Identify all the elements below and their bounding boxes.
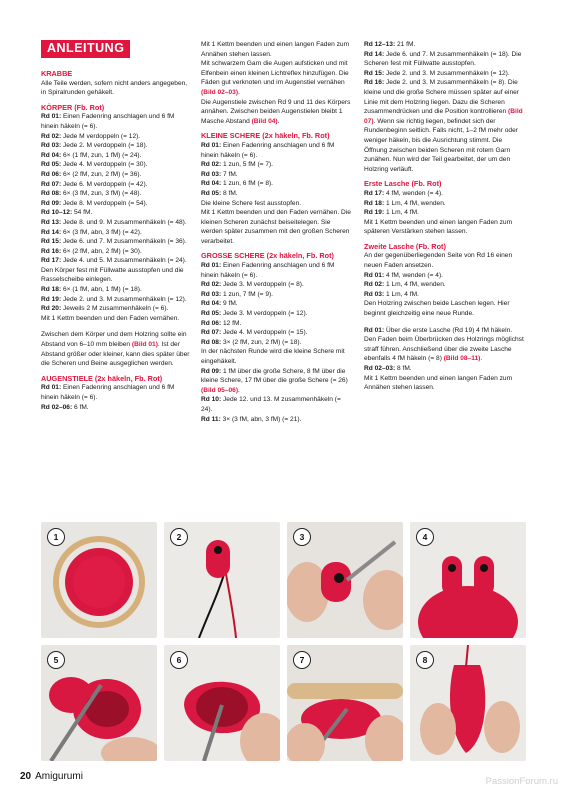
- instruction-text: In der nächsten Runde wird die kleine Schere mit eingehäkelt.: [201, 348, 345, 365]
- instruction-text: Einen Fadenring anschlagen und 6 fM hinein häkeln (= 6).: [201, 262, 335, 279]
- round-instruction: [41, 383, 191, 402]
- instruction-text: .: [238, 386, 240, 394]
- round-label: Rd 04:: [201, 180, 222, 188]
- photo-number: 3: [293, 528, 311, 546]
- round-label: Rd 01:: [364, 326, 385, 334]
- instruction-text: 7 fM.: [221, 170, 238, 178]
- round-instruction: [201, 170, 351, 180]
- instruction-text: .: [277, 117, 280, 125]
- round-label: Rd 09:: [201, 367, 222, 375]
- instruction-text: 3× (2 fM, zun, 2 fM) (= 18).: [221, 338, 302, 346]
- round-instruction: [41, 170, 191, 180]
- instruction-text: Mit 1 Kettm beenden und einen langen Faden zum Annähen stehen lassen.: [201, 41, 350, 58]
- round-instruction: [201, 299, 351, 309]
- round-label: Rd 03:: [201, 170, 222, 178]
- round-instruction: [201, 319, 351, 329]
- round-label: Rd 08:: [41, 190, 62, 198]
- image-reference: (Bild 02–03): [201, 88, 239, 96]
- round-instruction: [201, 160, 351, 170]
- paragraph: [201, 98, 351, 127]
- paragraph: [201, 347, 351, 366]
- round-label: Rd 20:: [41, 305, 62, 313]
- round-label: Rd 10:: [201, 396, 222, 404]
- instruction-text: 8 fM.: [221, 189, 238, 197]
- column-2: [201, 40, 351, 424]
- instruction-text: 6× (2 fM, zun, 2 fM) (= 36).: [61, 170, 142, 178]
- round-instruction: [364, 290, 524, 300]
- round-instruction: [41, 295, 191, 305]
- round-label: Rd 10–12:: [41, 209, 73, 217]
- image-reference: (Bild 04): [251, 117, 278, 125]
- round-label: Rd 01:: [201, 262, 222, 270]
- photo-4: [410, 522, 526, 638]
- image-reference: (Bild 05–06): [201, 386, 239, 394]
- round-label: Rd 13:: [41, 218, 62, 226]
- instruction-text: Einen Fadenring anschlagen und 6 fM hinein häkeln (= 6).: [201, 141, 335, 159]
- round-instruction: [201, 141, 351, 160]
- subheading: Erste Lasche (Fb. Rot): [364, 179, 442, 189]
- subheading: AUGENSTIELE (2x häkeln, Fb. Rot): [41, 373, 163, 383]
- round-instruction: [41, 256, 191, 285]
- page-footer: [20, 771, 83, 782]
- round-label: Rd 14:: [364, 50, 385, 58]
- paragraph: [364, 299, 524, 318]
- instruction-text: Über die erste Lasche (Rd 19) 4 fM häkeln. Den Faden beim Überbrücken des Holzrings möglichst straff führen. Anschließend über die zweite Lasche ebenfalls 4 fM häkeln (= 8): [364, 326, 524, 363]
- instruction-text: 4 fM, wenden (= 4).: [384, 271, 443, 279]
- round-instruction: [201, 179, 351, 189]
- column-1: [41, 40, 191, 412]
- subheading: GROSSE SCHERE (2x häkeln, Fb. Rot): [201, 251, 334, 261]
- round-instruction: [364, 199, 524, 209]
- round-instruction: [364, 69, 524, 79]
- round-instruction: [41, 141, 191, 151]
- instruction-text: 1 Lm, 4 fM, wenden.: [384, 281, 446, 289]
- round-instruction: [41, 208, 191, 218]
- round-label: Rd 01:: [201, 141, 222, 149]
- instruction-text: Jede 4. M verdoppeln (= 30).: [61, 161, 148, 169]
- paragraph: [364, 251, 524, 270]
- round-label: Rd 01:: [41, 384, 62, 392]
- instruction-text: Jede 4. M verdoppeln (= 15).: [221, 329, 308, 337]
- instruction-text: Jede 4. und 5. M zusammenhäkeln (= 24). Den Körper fest mit Füllwatte ausstopfen und die Rasselscheibe einlegen.: [41, 257, 187, 284]
- instruction-text: 12 fM.: [221, 319, 242, 327]
- instruction-text: Mit 1 Kettm beenden und den Faden vernähen. Die kleinen Scheren zunächst beiseitelegen. Sie werden später zusammen mit den großen Scheren verarbeitet.: [201, 209, 351, 245]
- round-label: Rd 02–03:: [364, 365, 396, 372]
- instruction-text: 1 Lm, 4 fM.: [384, 209, 419, 217]
- round-label: Rd 04:: [201, 300, 222, 308]
- photo-2: [164, 522, 280, 638]
- photo-5: [41, 645, 157, 761]
- photo-number: 1: [47, 528, 65, 546]
- round-instruction: [41, 228, 191, 238]
- round-instruction: [41, 132, 191, 142]
- photo-3: [287, 522, 403, 638]
- round-instruction: [201, 309, 351, 319]
- instruction-text: Jede 2. und 3. M zusammenhäkeln (= 12).: [61, 295, 187, 303]
- instruction-text: Die Augenstiele zwischen Rd 9 und 11 des Körpers annähen. Zwischen beiden Augenstielen bleibt 1 Masche Abstand: [201, 98, 351, 125]
- instruction-text: Jede 2. M verdoppeln (= 18).: [61, 142, 148, 150]
- instruction-text: Einen Fadenring anschlagen und 6 fM hinein häkeln (= 6).: [41, 384, 175, 401]
- subheading: KÖRPER (Fb. Rot): [41, 102, 105, 112]
- round-instruction: [41, 180, 191, 190]
- instruction-text: .: [480, 355, 483, 363]
- photo-1: [41, 522, 157, 638]
- photo-6: [164, 645, 280, 761]
- instruction-text: 21 fM.: [395, 41, 416, 48]
- round-label: Rd 17:: [364, 189, 385, 197]
- image-reference: (Bild 07): [364, 108, 523, 125]
- round-instruction: [364, 364, 524, 374]
- round-instruction: [364, 271, 524, 281]
- round-label: Rd 02–06:: [41, 403, 73, 411]
- round-instruction: [41, 285, 191, 295]
- round-instruction: [201, 415, 351, 425]
- round-instruction: [41, 403, 191, 413]
- round-label: Rd 18:: [364, 199, 385, 207]
- instruction-text: .: [238, 88, 240, 96]
- round-label: Rd 02:: [201, 161, 222, 169]
- round-instruction: [201, 280, 351, 290]
- instruction-text: 6× (2 fM, abn, 2 fM) (= 30).: [61, 247, 142, 255]
- round-instruction: [41, 112, 191, 131]
- spacer: [41, 323, 191, 330]
- round-instruction: [41, 199, 191, 209]
- round-instruction: [201, 290, 351, 300]
- photo-number: 5: [47, 651, 65, 669]
- subheading: KLEINE SCHERE (2x häkeln, Fb. Rot): [201, 131, 330, 141]
- round-instruction: [41, 151, 191, 161]
- round-label: Rd 16:: [364, 79, 385, 87]
- round-instruction: [201, 367, 351, 396]
- round-label: Rd 19:: [41, 295, 62, 303]
- round-instruction: [364, 50, 524, 69]
- instruction-text: Einen Fadenring anschlagen und 6 fM hinein häkeln (= 6).: [41, 113, 175, 130]
- round-label: Rd 02:: [41, 132, 62, 140]
- instruction-text: 1 zun, 5 fM (= 7).: [221, 161, 274, 169]
- round-label: Rd 17:: [41, 257, 62, 265]
- paragraph: [201, 208, 351, 246]
- instruction-text: An der gegenüberliegenden Seite von Rd 16 einen neuen Faden ansetzen.: [364, 252, 513, 270]
- round-label: Rd 15:: [41, 238, 62, 246]
- image-reference: (Bild 08–11): [443, 355, 481, 363]
- instruction-text: Jede 8. und 9. M zusammenhäkeln (= 48).: [61, 218, 187, 226]
- round-label: Rd 07:: [41, 180, 62, 188]
- photo-number: 8: [416, 651, 434, 669]
- round-instruction: [41, 189, 191, 199]
- instruction-text: 1 zun, 7 fM (= 9).: [221, 290, 274, 298]
- magazine-name: Amigurumi: [35, 771, 83, 782]
- round-instruction: [364, 208, 524, 218]
- round-label: Rd 06:: [201, 319, 222, 327]
- paragraph: [364, 218, 524, 237]
- paragraph: [201, 59, 351, 97]
- column-3-body: [364, 40, 524, 393]
- instruction-text: 6× (1 fM, abn, 1 fM) (= 18).: [61, 286, 142, 294]
- instruction-text: Zwischen dem Körper und dem Holzring sollte ein Abstand von 6–10 mm bleiben: [41, 331, 187, 349]
- round-label: Rd 05:: [201, 310, 222, 318]
- photo-number: 6: [170, 651, 188, 669]
- instruction-text: Jede 3. M verdoppeln (= 8).: [221, 281, 304, 289]
- instruction-text: 3× (3 fM, abn, 3 fM) (= 21).: [220, 415, 302, 423]
- image-reference: (Bild 01): [131, 341, 158, 349]
- round-instruction: [201, 261, 351, 280]
- instruction-text: 54 fM.: [72, 209, 93, 217]
- round-label: Rd 18:: [41, 286, 62, 294]
- round-label: Rd 08:: [201, 338, 222, 346]
- instruction-text: Jede 2. und 3. M zusammenhäkeln (= 8). Die kleine und die große Schere müssen später auf einer Linie mit dem Holzring liegen. Dazu die Scheren zusammendrücken und die Position kontrollieren: [364, 79, 520, 116]
- round-instruction: [41, 237, 191, 247]
- round-label: Rd 16:: [41, 247, 62, 255]
- instruction-text: 1 fM über die große Schere, 8 fM über die kleine Schere, 17 fM über die große Schere (= 26): [201, 367, 348, 385]
- paragraph: [201, 199, 351, 209]
- round-instruction: [201, 338, 351, 348]
- round-instruction: [201, 395, 351, 414]
- watermark: PassionForum.ru: [485, 776, 558, 787]
- instruction-text: 4 fM, wenden (= 4).: [384, 189, 443, 197]
- subheading: Zweite Lasche (Fb. Rot): [364, 241, 446, 251]
- instruction-text: 6× (3 fM, abn, 3 fM) (= 42).: [61, 228, 142, 236]
- round-label: Rd 03:: [364, 290, 385, 298]
- round-label: Rd 06:: [41, 170, 62, 178]
- instruction-text: Jede 6. und 7. M zusammenhäkeln (= 18). Die Scheren fest mit Füllwatte ausstopfen.: [364, 50, 522, 68]
- round-instruction: [364, 189, 524, 199]
- round-label: Rd 02:: [364, 281, 385, 289]
- round-label: Rd 04:: [41, 151, 62, 159]
- subheading: KRABBE: [41, 69, 73, 78]
- paragraph: [364, 374, 524, 393]
- round-label: Rd 19:: [364, 209, 385, 217]
- spacer: [364, 319, 524, 326]
- instruction-text: Jede 6. und 7. M zusammenhäkeln (= 36).: [61, 238, 187, 246]
- round-label: Rd 02:: [201, 281, 222, 289]
- instruction-text: 6× (3 fM, zun, 3 fM) (= 48).: [61, 190, 142, 198]
- column-3: [364, 40, 524, 393]
- instruction-text: . Ist der Abstand größer oder kleiner, kann dies später über die Scheren und Beine ausgeglichen werden.: [41, 341, 190, 368]
- instruction-text: Mit 1 Kettm beenden und einen langen Faden zum Annähen stehen lassen.: [364, 374, 513, 392]
- round-label: Rd 09:: [41, 199, 62, 207]
- photo-7: [287, 645, 403, 761]
- instruction-text: Mit 1 Kettm beenden und den Faden vernähen.: [41, 314, 180, 322]
- round-instruction: [364, 78, 524, 174]
- round-instruction: [364, 280, 524, 290]
- round-label: Rd 07:: [201, 329, 222, 337]
- photo-8: [410, 645, 526, 761]
- instruction-text: 8 fM.: [395, 365, 412, 372]
- round-label: Rd 03:: [201, 290, 222, 298]
- round-instruction: [41, 160, 191, 170]
- paragraph: [41, 330, 191, 368]
- instruction-text: Jede 12. und 13. M zusammenhäkeln (= 24).: [201, 396, 341, 413]
- instruction-text: Mit 1 Kettm beenden und einen langen Faden zum späteren Verstärken stehen lassen.: [364, 218, 513, 236]
- paragraph: [41, 314, 191, 324]
- instruction-text: Jede 6. M verdoppeln (= 42).: [61, 180, 148, 188]
- instruction-text: . Wenn sie richtig liegen, befindet sich der Rundenbeginn seitlich. Falls nicht, 1–2 fM mehr oder weniger häkeln, bis die Ausrichtung stimmt. Die Öffnung zwischen beiden Scheren mit rotem Garn zunähen. Nun wird der Teil gearbeitet, der um den Holzring verläuft.: [364, 117, 518, 173]
- round-label: Rd 01:: [41, 113, 62, 121]
- instruction-text: Die kleine Schere fest ausstopfen.: [201, 199, 302, 207]
- instruction-text: Jede 8. M verdoppeln (= 54).: [61, 199, 148, 207]
- section-heading: ANLEITUNG: [41, 40, 130, 58]
- round-label: Rd 05:: [41, 161, 62, 169]
- paragraph: [41, 79, 191, 98]
- round-label: Rd 14:: [41, 228, 62, 236]
- round-label: Rd 05:: [201, 189, 222, 197]
- round-label: Rd 11:: [201, 415, 221, 423]
- instruction-text: 6 fM.: [72, 403, 89, 411]
- round-instruction: [364, 326, 524, 364]
- round-instruction: [41, 304, 191, 314]
- photo-number: 4: [416, 528, 434, 546]
- instruction-text: 9 fM.: [221, 300, 238, 308]
- round-instruction: [201, 328, 351, 338]
- round-instruction: [41, 247, 191, 257]
- round-label: Rd 03:: [41, 142, 62, 150]
- column-1-body: [41, 69, 191, 412]
- instruction-text: 1 Lm, 4 fM.: [384, 290, 419, 298]
- instruction-text: Jede M verdoppeln (= 12).: [61, 132, 141, 140]
- instruction-text: 1 Lm, 4 fM, wenden.: [384, 199, 446, 207]
- round-label: Rd 12–13:: [364, 41, 396, 48]
- column-2-body: [201, 40, 351, 424]
- round-label: Rd 01:: [364, 271, 385, 279]
- instruction-text: Den Holzring zwischen beide Laschen legen. Hier beginnt gleichzeitig eine neue Runde.: [364, 300, 510, 318]
- page-number: 20: [20, 771, 32, 782]
- photo-number: 7: [293, 651, 311, 669]
- round-instruction: [201, 189, 351, 199]
- photo-number: 2: [170, 528, 188, 546]
- round-instruction: [41, 218, 191, 228]
- instruction-text: Jede 2. und 3. M zusammenhäkeln (= 12).: [384, 69, 510, 77]
- instruction-text: 1 zun, 6 fM (= 8).: [221, 180, 274, 188]
- paragraph: [201, 40, 351, 59]
- round-label: Rd 15:: [364, 69, 385, 77]
- instruction-text: Alle Teile werden, sofern nicht anders angegeben, in Spiralrunden gehäkelt.: [41, 79, 188, 97]
- instruction-text: Mit schwarzem Garn die Augen aufsticken und mit Elfenbein einen kleinen Lichtreflex hinzufügen. Die Fäden gut verknoten und im Augenstiel vernähen: [201, 60, 349, 87]
- instruction-text: Jeweils 2 M zusammenhäkeln (= 6).: [61, 305, 169, 313]
- round-instruction: [364, 40, 524, 50]
- instruction-text: Jede 3. M verdoppeln (= 12).: [221, 310, 308, 318]
- instruction-text: 6× (1 fM, zun, 1 fM) (= 24).: [61, 151, 142, 159]
